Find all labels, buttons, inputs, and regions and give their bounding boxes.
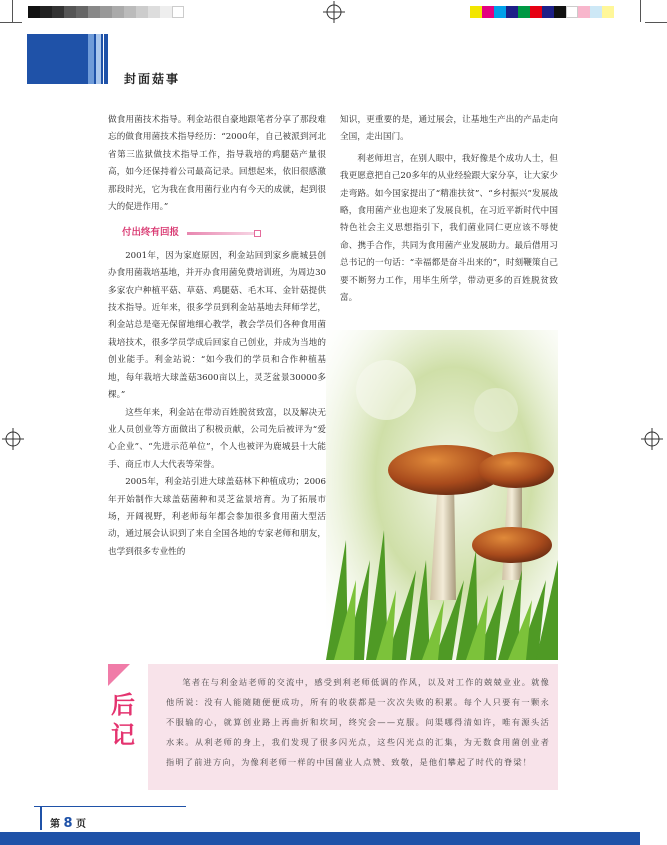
trim-mark <box>0 22 22 23</box>
afterword-corner <box>108 664 130 686</box>
header-stripe <box>96 34 101 84</box>
left-paragraph-3: 这些年来，利金站在带动百姓脱贫致富，以及解决无业人员创业等方面做出了积极贡献，公司先后被评为“爱心企业”、“先进示范单位”，个人也被评为鹿城县十大能手、商丘市人大代表等荣誉。 <box>108 407 326 470</box>
page-number-value: 8 <box>63 816 73 831</box>
subheading-bar <box>187 232 255 235</box>
grayscale-bar <box>28 6 184 18</box>
registration-mark-right <box>641 428 663 450</box>
right-paragraph-1: 知识，更重要的是，通过展会，让基地生产出的产品走向全国，走出国门。 <box>340 115 558 143</box>
section-title: 封面菇事 <box>124 72 181 86</box>
trim-mark <box>645 22 667 23</box>
footer-band <box>0 832 640 845</box>
left-paragraph-4: 2005年，利金站引进大球盖菇林下种植成功；2006年开始制作大球盖菇菌种和灵芝盆景培育。为了拓展市场，开阔视野，利老师每年都会参加很多食用菌大型活动，通过展会认识到了来自全国各地的专家老师和朋友，也学到很多专业性的 <box>108 477 326 557</box>
registration-mark-left <box>2 428 24 450</box>
subheading-text: 付出终有回报 <box>122 227 180 239</box>
subheading-dot <box>254 230 261 237</box>
header-stripe <box>88 34 94 84</box>
trim-mark <box>640 0 641 22</box>
page-prefix: 第 <box>50 819 60 830</box>
right-text-column <box>340 112 558 307</box>
mushroom-photo <box>326 330 558 660</box>
header-stripe <box>104 34 108 84</box>
afterword-label-char-2: 记 <box>111 720 135 749</box>
footer-vertical-bar <box>40 806 42 830</box>
subheading <box>122 224 326 241</box>
left-paragraph-1: 做食用菌技术指导。利金站很自豪地跟笔者分享了那段难忘的做食用菌技术指导经历：“2000年，自己被派到河北省第三监狱做技术指导工作，指导栽培的鸡腿菇产量很高，如今还保持着公司最高记录。回想起来，依旧很感激那段时光，它为我在食用菌行业内有今天的成就，起到很大的促进作用。” <box>108 115 326 213</box>
afterword-text: 笔者在与利金站老师的交流中，感受到利老师低调的作风，以及对工作的兢兢业业。就像他所说：没有人能随随便便成功，所有的收获都是一次次失败的积累。每个人只要有一颗永不服输的心，就算创业路上再曲折和坎坷，终究会——克服。问渠哪得清如许，唯有源头活水来。从利老师的身上，我们发现了很多闪光点，这些闪光点的汇集，为无数食用菌创业者指明了前进方向，为像利老师一样的中国菌业人点赞、致敬，是他们攀起了时代的脊梁！ <box>166 677 550 767</box>
trim-mark <box>12 0 13 22</box>
color-calibration-bar <box>470 6 614 18</box>
registration-mark-top <box>323 1 345 23</box>
left-text-column <box>108 112 326 561</box>
page-suffix: 页 <box>76 819 87 830</box>
right-paragraph-2: 利老师坦言，在别人眼中，我好像是个成功人士，但我更愿意把自己20多年的从业经验跟大家分享，让大家少走弯路。如今国家提出了“精准扶贫”、“乡村振兴”发展战略，食用菌产业也迎来了发展良机，在习近平新时代中国特色社会主义思想指引下，我们菌业同仁更应该不辱使命、携手合作，共同为食用菌产业发展助力。最后借用习总书记的一句话：“幸福都是奋斗出来的”，时刻鞭策自己要不断努力工作，用毕生所学，带动更多的百姓脱贫致富。 <box>340 153 558 304</box>
footer-rule <box>34 806 186 807</box>
page-number <box>50 815 86 831</box>
left-paragraph-2: 2001年，因为家庭原因，利金站回到家乡鹿城县创办食用菌栽培基地，并开办食用菌免费培训班，为周边30多家农户种植平菇、草菇、鸡腿菇、毛木耳、金针菇提供技术指导。近年来，很多学员到利金站基地去拜师学艺，利金站总是毫无保留地细心教学，教会学员们各种食用菌栽培技术，很多学员学成后回家自己创业，并成为当地的创业能手。利金站说：“如今我们的学员和合作种植基地，每年栽培大球盖菇3600亩以上，灵芝盆景30000多棵。” <box>108 250 326 401</box>
afterword-label <box>110 690 136 750</box>
afterword-label-char-1: 后 <box>111 690 135 719</box>
